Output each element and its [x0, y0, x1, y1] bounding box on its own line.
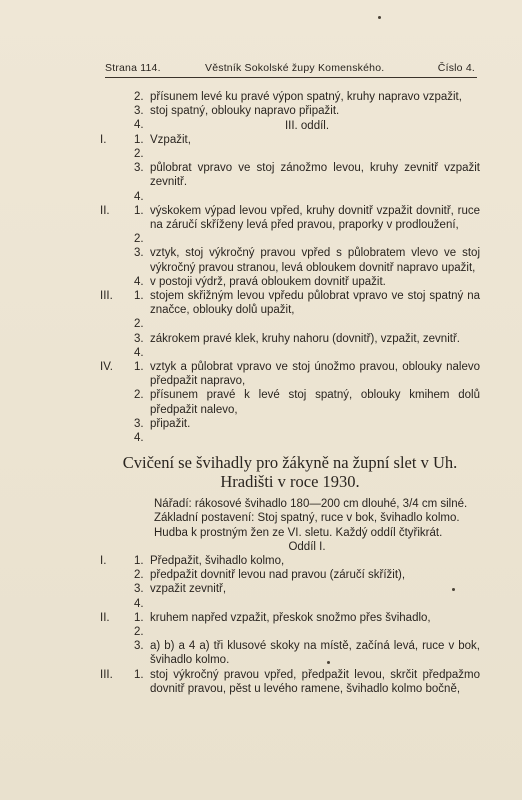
exercise-line	[100, 133, 480, 147]
part-numeral: II.	[100, 611, 110, 624]
part-numeral: III.	[100, 668, 113, 681]
part-numeral: IV.	[100, 360, 114, 373]
exercise-text: v postoji výdrž, pravá obloukem dovnitř upažit.	[150, 275, 386, 288]
exercise-line	[100, 246, 480, 274]
beat-number: 1.	[134, 133, 144, 146]
exercise-text: výskokem výpad levou vpřed, kruhy dovnitř vzpažit dovnitř, ruce na záručí skříženy levá před pravou, praporky v prodloužení,	[150, 204, 480, 231]
beat-number: 2.	[134, 148, 144, 160]
exercise-line	[100, 554, 480, 568]
beat-number: 4.	[134, 597, 144, 610]
beat-number: 1.	[134, 289, 144, 302]
header-rule	[105, 77, 477, 78]
exercise-text: připažit.	[150, 417, 191, 430]
beat-number: 4.	[134, 346, 144, 359]
exercise-line	[100, 639, 480, 667]
paper-speck	[378, 16, 381, 19]
exercise-text: kruhem napřed vzpažit, přeskok snožmo přes švihadlo,	[150, 611, 431, 624]
beat-number: 3.	[134, 162, 144, 175]
exercise-line	[100, 190, 480, 204]
exercise-line	[100, 289, 480, 317]
beat-number: 1.	[134, 360, 144, 373]
beat-number: 4.	[134, 119, 144, 132]
exercise-line	[100, 275, 480, 289]
beat-number: 3.	[134, 105, 144, 118]
exercise-line	[100, 232, 480, 246]
starting-position-note: Základní postavení: Stoj spatný, ruce v bok, švihadlo kolmo.	[154, 512, 460, 525]
music-note: Hudba k prostným žen ze VI. sletu. Každý oddíl čtyřikrát.	[154, 526, 443, 539]
exercise-line	[100, 161, 480, 189]
beat-number: 2.	[134, 91, 144, 103]
exercise-text: vzpažit zevnitř,	[150, 583, 227, 596]
beat-number: 1.	[134, 554, 144, 567]
part-numeral: III.	[100, 289, 113, 302]
exercise-text: stoj výkročný pravou vpřed, předpažit levou, skrčit předpažmo dovnitř pravou, pěst u levého ramene, švihadlo kolmo bočně,	[150, 668, 480, 695]
beat-number: 1.	[134, 611, 144, 624]
page-number: Strana 114.	[105, 62, 161, 74]
exercise-line	[100, 360, 480, 388]
exercise-line	[100, 90, 480, 104]
exercise-line	[100, 417, 480, 431]
issue-number: Číslo 4.	[437, 62, 475, 74]
beat-number: 3.	[134, 583, 144, 596]
exercise-line	[100, 346, 480, 360]
beat-number: 3.	[134, 332, 144, 345]
exercise-text: přísunem pravé k levé stoj spatný, oblouky kmihem dolů předpažit nalevo,	[150, 389, 480, 416]
exercise-line	[100, 568, 480, 582]
exercise-line	[100, 668, 480, 696]
beat-number: 4.	[134, 190, 144, 203]
exercise-line	[100, 611, 480, 625]
exercise-text: Předpažit, švihadlo kolmo,	[150, 554, 285, 567]
exercise-text: přísunem levé ku pravé výpon spatný, kruhy napravo vzpažit,	[150, 91, 462, 103]
paper-speck	[327, 661, 330, 664]
beat-number: 3.	[134, 247, 144, 260]
exercise-text: stojem skřižným levou vpředu půlobrat vpravo ve stoj spatný na značce, oblouky dolů upažit,	[150, 289, 480, 317]
exercise-line	[100, 625, 480, 639]
part-numeral: I.	[100, 133, 107, 146]
exercise-line	[100, 317, 480, 331]
beat-number: 1.	[134, 204, 144, 217]
exercise-line	[100, 104, 480, 118]
exercise-line	[100, 597, 480, 611]
exercise-text: stoj spatný, oblouky napravo připažit.	[150, 105, 340, 118]
page-body	[100, 90, 480, 696]
section-heading: Oddíl I.	[288, 540, 326, 553]
beat-number: 2.	[134, 389, 144, 402]
section-heading: III. oddíl.	[284, 119, 330, 132]
exercise-line	[100, 388, 480, 416]
equipment-note: Nářadí: rákosové švihadlo 180—200 cm dlouhé, 3/4 cm silné.	[154, 498, 468, 511]
exercise-text: předpažit dovnitř levou nad pravou (záručí skřížit),	[150, 569, 406, 582]
beat-number: 2.	[134, 569, 144, 582]
beat-number: 2.	[134, 233, 144, 246]
article-title: Cvičení se švihadly pro žákyně na župní slet v Uh. Hradišti v roce 1930.	[122, 453, 458, 492]
exercise-text: vztyk a půlobrat vpravo ve stoj únožmo pravou, oblouky nalevo předpažit napravo,	[150, 360, 480, 388]
beat-number: 3.	[134, 640, 144, 653]
exercise-text: Vzpažit,	[150, 133, 191, 146]
exercise-text: a) b) a 4 a) tři klusové skoky na místě, začíná levá, ruce v bok, švihadlo kolmo.	[150, 640, 480, 667]
beat-number: 1.	[134, 668, 144, 681]
beat-number: 2.	[134, 318, 144, 331]
exercise-text: zákrokem pravé klek, kruhy nahoru (dovnitř), vzpažit, zevnitř.	[150, 332, 460, 345]
part-numeral: I.	[100, 554, 107, 567]
part-numeral: II.	[100, 204, 110, 217]
exercise-line	[100, 332, 480, 346]
paper-speck	[452, 588, 455, 591]
journal-title: Věstník Sokolské župy Komenského.	[205, 62, 385, 74]
exercise-line	[100, 147, 480, 161]
exercise-line	[100, 431, 480, 445]
beat-number: 2.	[134, 625, 144, 638]
beat-number: 4.	[134, 431, 144, 444]
beat-number: 4.	[134, 275, 144, 288]
exercise-text: půlobrat vpravo ve stoj zánožmo levou, kruhy zevnitř vzpažit zevnitř.	[150, 162, 480, 189]
beat-number: 3.	[134, 417, 144, 430]
exercise-line	[100, 582, 480, 596]
exercise-line	[100, 204, 480, 232]
exercise-text: vztyk, stoj výkročný pravou vpřed s půlobratem vlevo ve stoj výkročný pravou stranou, levá obloukem dovnitř napravo upažit,	[150, 247, 480, 274]
